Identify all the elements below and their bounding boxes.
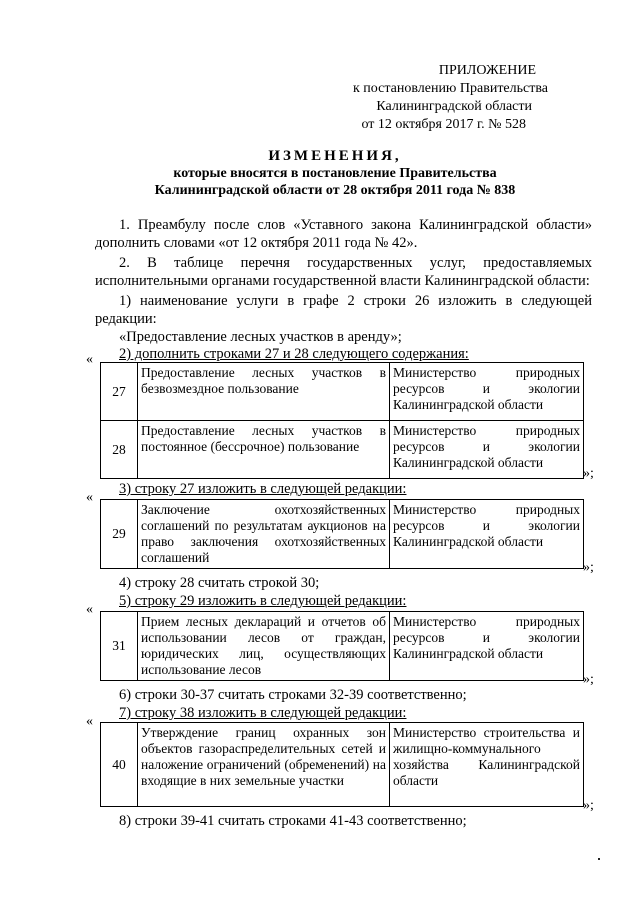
quote-close-1: »;: [583, 466, 594, 481]
quote-close-4: »;: [583, 798, 594, 813]
paragraph-10-text: 7) строку 38 изложить в следующей редакции:: [119, 705, 407, 721]
row-number: 40: [101, 723, 138, 807]
paragraph-8: [95, 592, 592, 610]
paragraph-6-text: 3) строку 27 изложить в следующей редакции:: [119, 481, 407, 497]
document-heading: [95, 148, 575, 199]
appendix-line-3: от 12 октября 2017 г. № 528: [361, 117, 526, 132]
service-name: Предоставление лесных участков в постоянное (бессрочное) пользование: [138, 421, 390, 479]
table-row-40: [100, 722, 584, 807]
authority-name: Министерство строительства и жилищно-коммунального хозяйства Калининградской области: [390, 723, 584, 807]
table-row: [101, 363, 584, 421]
table-row: [101, 723, 584, 807]
row-number: 27: [101, 363, 138, 421]
scan-speck: [598, 858, 600, 860]
paragraph-7: 4) строку 28 считать строкой 30;: [119, 575, 320, 591]
authority-name: Министерство природных ресурсов и экологии Калининградской области: [390, 612, 584, 681]
authority-name: Министерство природных ресурсов и экологии Калининградской области: [390, 363, 584, 421]
paragraph-3: 1) наименование услуги в графе 2 строки 26 изложить в следующей редакции:: [95, 293, 592, 327]
appendix-line-2: Калининградской области: [376, 99, 532, 114]
heading-line-2: Калининградской области от 28 октября 2011 года № 838: [154, 183, 516, 198]
service-name: Заключение охотхозяйственных соглашений по результатам аукционов на право заключения охотхозяйственных соглашений: [138, 500, 390, 569]
paragraph-8-text: 5) строку 29 изложить в следующей редакции:: [119, 593, 407, 609]
appendix-line-1: к постановлению Правительства: [352, 81, 548, 96]
quote-open-2: «: [86, 490, 93, 505]
table-row: [101, 612, 584, 681]
paragraph-4: «Предоставление лесных участков в аренду»;: [119, 329, 402, 345]
service-name: Предоставление лесных участков в безвозмездное пользование: [138, 363, 390, 421]
paragraph-11: 8) строки 39-41 считать строками 41-43 соответственно;: [119, 813, 467, 829]
table-row-31: [100, 611, 584, 681]
row-number: 28: [101, 421, 138, 479]
service-name: Утверждение границ охранных зон объектов газораспределительных сетей и наложение ограничений (обременений) на входящие в них земельные участки: [138, 723, 390, 807]
table-row: [101, 500, 584, 569]
heading-line-1: которые вносятся в постановление Правительства: [173, 166, 497, 181]
quote-close-3: »;: [583, 672, 594, 687]
service-name: Прием лесных деклараций и отчетов об использовании лесов от граждан, юридических лиц, осуществляющих использование лесов: [138, 612, 390, 681]
table-row-29: [100, 499, 584, 569]
paragraph-5: [95, 345, 592, 363]
paragraph-10: [95, 704, 592, 722]
quote-open-3: «: [86, 602, 93, 617]
paragraph-9: 6) строки 30-37 считать строками 32-39 соответственно;: [119, 687, 467, 703]
quote-close-2: »;: [583, 560, 594, 575]
quote-open-1: «: [86, 352, 93, 367]
row-number: 29: [101, 500, 138, 569]
quote-open-4: «: [86, 714, 93, 729]
row-number: 31: [101, 612, 138, 681]
appendix-title: ПРИЛОЖЕНИЕ: [438, 63, 536, 78]
authority-name: Министерство природных ресурсов и экологии Калининградской области: [390, 500, 584, 569]
appendix-block: [288, 62, 548, 134]
authority-name: Министерство природных ресурсов и экологии Калининградской области: [390, 421, 584, 479]
paragraph-2: 2. В таблице перечня государственных услуг, предоставляемых исполнительными органами государственной власти Калининградской области:: [95, 255, 592, 289]
heading-title: ИЗМЕНЕНИЯ,: [268, 148, 402, 164]
paragraph-6: [95, 480, 592, 498]
paragraph-1: 1. Преамбулу после слов «Уставного закона Калининградской области» дополнить словами «от 12 октября 2011 года № 42».: [95, 217, 592, 251]
table-rows-27-28: [100, 362, 584, 479]
table-row: [101, 421, 584, 479]
paragraph-5-text: 2) дополнить строками 27 и 28 следующего содержания:: [119, 346, 469, 362]
